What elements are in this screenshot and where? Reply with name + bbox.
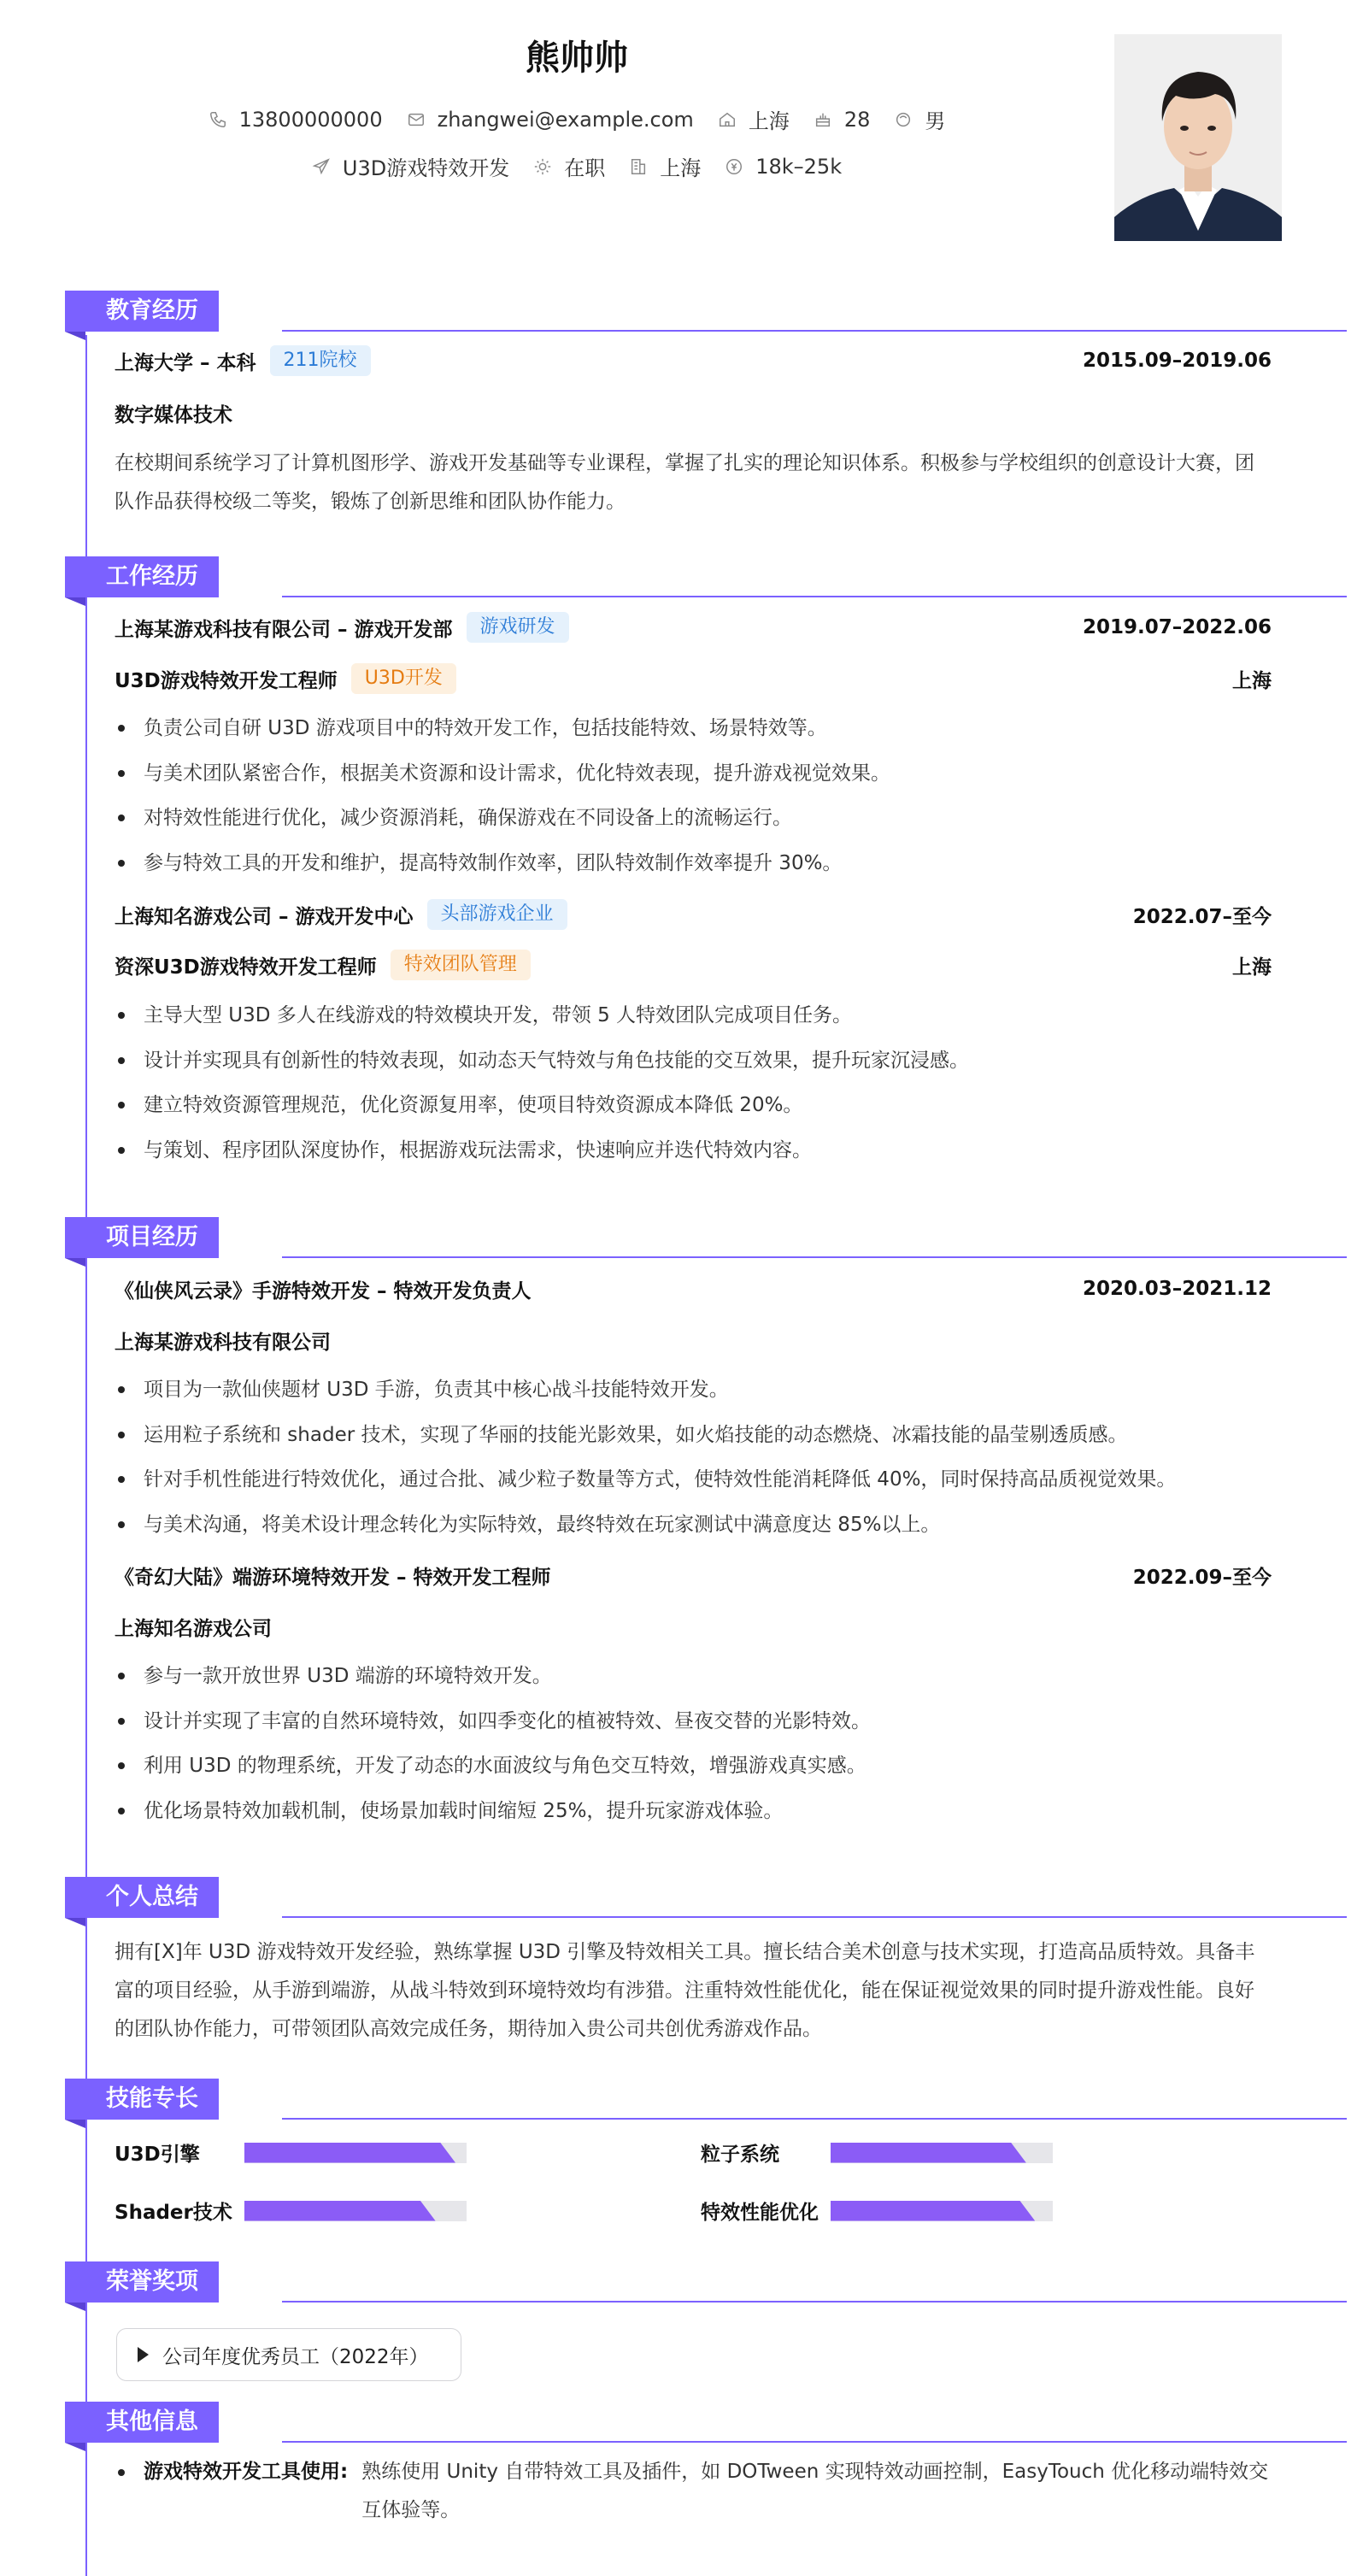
job-2-role-row xyxy=(115,950,1272,980)
paper-plane-icon xyxy=(312,157,331,176)
list-item: 利用 U3D 的物理系统，开发了动态的水面波纹与角色交互特效，增强游戏真实感。 xyxy=(115,1744,1272,1789)
intent-row xyxy=(0,151,1154,181)
skill-name: 特效性能优化 xyxy=(701,2202,819,2224)
section-fold xyxy=(65,597,85,606)
list-item: 参与特效工具的开发和维护，提高特效制作效率，团队特效制作效率提升 30%。 xyxy=(115,841,1272,886)
skill-name: Shader技术 xyxy=(115,2202,232,2224)
job-1-bullets xyxy=(115,706,1272,885)
age-item xyxy=(814,108,871,132)
school-name: 上海大学 – 本科 xyxy=(115,351,256,374)
job-1-company-tag: 游戏研发 xyxy=(467,612,569,643)
section-education-title: 教育经历 xyxy=(65,291,219,332)
salary-item xyxy=(725,155,842,179)
skill-bar xyxy=(244,2143,467,2163)
project-1-company-row xyxy=(115,1325,1272,1356)
project-2-row xyxy=(115,1560,1272,1591)
project-2-bullets xyxy=(115,1654,1272,1833)
project-1-bullets xyxy=(115,1367,1272,1547)
other-info-list xyxy=(115,2453,1272,2530)
section-rule xyxy=(282,2441,1347,2443)
position-item xyxy=(312,151,509,181)
job-2-city: 上海 xyxy=(1232,956,1272,979)
skill-bar xyxy=(831,2143,1053,2163)
skill-fill xyxy=(831,2143,1026,2163)
phone-icon xyxy=(209,110,227,129)
timeline-line xyxy=(85,335,87,2576)
job-2-bullets xyxy=(115,993,1272,1173)
project-1-name: 《仙侠风云录》手游特效开发 – 特效开发负责人 xyxy=(115,1279,532,1303)
section-fold xyxy=(65,2303,85,2311)
major: 数字媒体技术 xyxy=(115,403,232,426)
job-1-role: U3D游戏特效开发工程师 xyxy=(115,669,338,692)
section-rule xyxy=(282,596,1347,597)
section-awards-title: 荣誉奖项 xyxy=(65,2261,219,2303)
education-desc: 在校期间系统学习了计算机图形学、游戏开发基础等专业课程，掌握了扎实的理论知识体系。积极参与学校组织的创意设计大赛，团队作品获得校级二等奖，锻炼了创新思维和团队协作能力。 xyxy=(115,452,1254,513)
section-rule xyxy=(282,1256,1347,1258)
list-item: 与美术沟通，将美术设计理念转化为实际特效，最终特效在玩家测试中满意度达 85%以上。 xyxy=(115,1503,1272,1548)
email-text: zhangwei@example.com xyxy=(437,107,694,132)
email-item xyxy=(407,108,694,132)
list-item: 建立特效资源管理规范，优化资源复用率，使项目特效资源成本降低 20%。 xyxy=(115,1083,1272,1128)
job-2-role-tag: 特效团队管理 xyxy=(391,950,531,980)
education-row xyxy=(115,345,1272,376)
section-fold xyxy=(65,1258,85,1267)
list-item: 优化场景特效加载机制，使场景加载时间缩短 25%，提升玩家游戏体验。 xyxy=(115,1789,1272,1834)
section-fold xyxy=(65,2120,85,2128)
skill-name: 粒子系统 xyxy=(701,2144,779,2166)
section-rule xyxy=(282,330,1347,332)
other-key: 游戏特效开发工具使用: xyxy=(144,2461,349,2483)
skill-fill xyxy=(244,2143,455,2163)
skill-fill xyxy=(831,2201,1035,2221)
city-text: 上海 xyxy=(748,109,790,133)
skill-name: U3D引擎 xyxy=(115,2144,200,2166)
list-item: 设计并实现具有创新性的特效表现，如动态天气特效与角色技能的交互效果，提升玩家沉浸感。 xyxy=(115,1038,1272,1084)
award-item[interactable] xyxy=(116,2328,461,2381)
gender-icon xyxy=(894,110,913,129)
phone-text: 13800000000 xyxy=(238,107,383,132)
list-item: 与策划、程序团队深度协作，根据游戏玩法需求，快速响应并迭代特效内容。 xyxy=(115,1128,1272,1173)
section-rule xyxy=(282,2301,1347,2303)
contact-row xyxy=(0,104,1154,134)
list-item: 项目为一款仙侠题材 U3D 手游，负责其中核心战斗技能特效开发。 xyxy=(115,1367,1272,1413)
job-1-dates: 2019.07–2022.06 xyxy=(1082,616,1272,638)
status-text: 在职 xyxy=(564,156,606,180)
summary-text: 拥有[X]年 U3D 游戏特效开发经验，熟练掌握 U3D 引擎及特效相关工具。擅长结合美术创意与技术实现，打造高品质特效。具备丰富的项目经验，从手游到端游，从战斗特效到环境特效均有涉猎。注重特效性能优化，能在保证视觉效果的同时提升游戏性能。良好的团队协作能力，可带领团队高效完成任务，期待加入贵公司共创优秀游戏作品。 xyxy=(115,1941,1255,2040)
skill-item xyxy=(701,2197,1053,2225)
major-row xyxy=(115,398,1272,427)
coin-icon xyxy=(725,157,743,176)
section-other-title: 其他信息 xyxy=(65,2402,219,2443)
project-1-row xyxy=(115,1273,1272,1304)
job-2-role: 资深U3D游戏特效开发工程师 xyxy=(115,956,377,979)
skill-item xyxy=(701,2138,1053,2167)
other-value: 熟练使用 Unity 自带特效工具及插件，如 DOTween 实现特效动画控制，EasyTouch 优化移动端特效交互体验等。 xyxy=(361,2461,1269,2521)
list-item: 针对手机性能进行特效优化，通过合批、减少粒子数量等方式，使特效性能消耗降低 40%，同时保持高品质视觉效果。 xyxy=(115,1457,1272,1503)
list-item: 与美术团队紧密合作，根据美术资源和设计需求，优化特效表现，提升游戏视觉效果。 xyxy=(115,751,1272,797)
caret-right-icon xyxy=(138,2347,149,2362)
school-tag: 211院校 xyxy=(270,345,371,376)
list-item: 对特效性能进行优化，减少资源消耗，确保游戏在不同设备上的流畅运行。 xyxy=(115,796,1272,841)
section-projects-title: 项目经历 xyxy=(65,1217,219,1258)
project-2-company-row xyxy=(115,1611,1272,1642)
project-2-company: 上海知名游戏公司 xyxy=(115,1617,272,1640)
candidate-name: 熊帅帅 xyxy=(526,38,628,78)
project-1-company: 上海某游戏科技有限公司 xyxy=(115,1331,331,1354)
job-2-company: 上海知名游戏公司 – 游戏开发中心 xyxy=(115,905,414,928)
section-rule xyxy=(282,1916,1347,1918)
cake-icon xyxy=(814,110,832,129)
skill-fill xyxy=(244,2201,436,2221)
section-rule xyxy=(282,2118,1347,2120)
building-icon xyxy=(629,157,648,176)
list-item: 运用粒子系统和 shader 技术，实现了华丽的技能光影效果，如火焰技能的动态燃烧、冰霜技能的晶莹剔透质感。 xyxy=(115,1413,1272,1458)
education-dates: 2015.09–2019.06 xyxy=(1082,350,1272,372)
avatar xyxy=(1114,34,1282,241)
gender-item xyxy=(894,104,945,134)
skill-item xyxy=(115,2197,467,2225)
target-city-item xyxy=(629,151,701,181)
job-2-company-tag: 头部游戏企业 xyxy=(427,899,567,930)
age-text: 28 xyxy=(843,107,871,132)
gender-text: 男 xyxy=(925,109,946,133)
job-1-company-row xyxy=(115,612,1272,643)
list-item: 设计并实现了丰富的自然环境特效，如四季变化的植被特效、昼夜交替的光影特效。 xyxy=(115,1699,1272,1744)
project-1-dates: 2020.03–2021.12 xyxy=(1082,1278,1272,1300)
status-item xyxy=(533,151,605,181)
skill-item xyxy=(115,2138,467,2167)
list-item: 参与一款开放世界 U3D 端游的环境特效开发。 xyxy=(115,1654,1272,1699)
job-1-role-tag: U3D开发 xyxy=(351,663,456,694)
section-fold xyxy=(65,2443,85,2451)
phone-item xyxy=(209,108,383,132)
section-summary-title: 个人总结 xyxy=(65,1877,219,1918)
position-text: U3D游戏特效开发 xyxy=(342,156,510,180)
target-city-text: 上海 xyxy=(660,156,702,180)
job-1-city: 上海 xyxy=(1232,669,1272,692)
avatar-portrait-icon xyxy=(1114,34,1282,241)
section-fold xyxy=(65,332,85,340)
home-icon xyxy=(718,110,737,129)
mail-icon xyxy=(407,110,426,129)
list-item: 负责公司自研 U3D 游戏项目中的特效开发工作，包括技能特效、场景特效等。 xyxy=(115,706,1272,751)
list-item: 主导大型 U3D 多人在线游戏的特效模块开发，带领 5 人特效团队完成项目任务。 xyxy=(115,993,1272,1038)
section-skills-title: 技能专长 xyxy=(65,2079,219,2120)
job-1-role-row xyxy=(115,663,1272,694)
gear-icon xyxy=(533,157,552,176)
job-2-company-row xyxy=(115,899,1272,930)
skill-bar xyxy=(244,2201,467,2221)
city-item xyxy=(718,104,790,134)
skill-bar xyxy=(831,2201,1053,2221)
section-work-title: 工作经历 xyxy=(65,556,219,597)
project-2-name: 《奇幻大陆》端游环境特效开发 – 特效开发工程师 xyxy=(115,1566,551,1589)
job-2-dates: 2022.07–至今 xyxy=(1132,905,1272,928)
job-1-company: 上海某游戏科技有限公司 – 游戏开发部 xyxy=(115,618,453,641)
project-2-dates: 2022.09–至今 xyxy=(1132,1566,1272,1589)
salary-text: 18k–25k xyxy=(755,154,843,179)
section-fold xyxy=(65,1918,85,1926)
award-text: 公司年度优秀员工（2022年） xyxy=(162,2345,429,2368)
list-item xyxy=(115,2453,1272,2530)
